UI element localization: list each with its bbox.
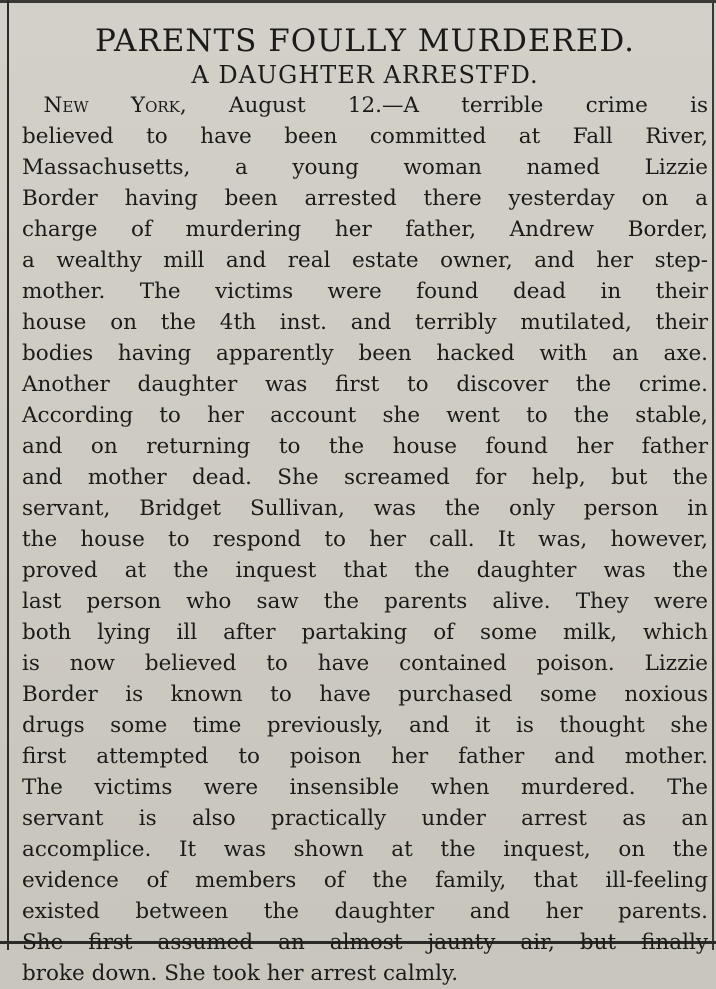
- article: [22, 22, 708, 989]
- article-body: [22, 90, 708, 989]
- article-line: and mother dead. She screamed for help, but the: [22, 465, 708, 490]
- top-border-rule: [0, 0, 716, 3]
- headline: PARENTS FOULLY MURDERED.: [94, 23, 636, 59]
- article-line: The victims were insensible when murdered. The: [22, 775, 708, 800]
- article-line: believed to have been committed at Fall River,: [22, 124, 708, 149]
- article-line: last person who saw the parents alive. They were: [22, 589, 708, 614]
- article-line: drugs some time previously, and it is thought she: [22, 713, 708, 738]
- article-line: Another daughter was first to discover the crime.: [22, 372, 708, 397]
- dateline: New York,: [43, 93, 187, 118]
- right-column-rule: [712, 0, 714, 950]
- article-line: and on returning to the house found her father: [22, 434, 708, 459]
- article-line: Massachusetts, a young woman named Lizzie: [22, 155, 708, 180]
- article-line: is now believed to have contained poison. Lizzie: [22, 651, 708, 676]
- article-line: charge of murdering her father, Andrew Border,: [22, 217, 708, 242]
- article-line: servant is also practically under arrest as an: [22, 806, 708, 831]
- article-line: Border having been arrested there yesterday on a: [22, 186, 708, 211]
- article-line: accomplice. It was shown at the inquest, on the: [22, 837, 708, 862]
- article-line: a wealthy mill and real estate owner, and her step-: [22, 248, 708, 273]
- article-line: proved at the inquest that the daughter was the: [22, 558, 708, 583]
- article-line-0-text: August 12.—A terrible crime is: [186, 93, 709, 118]
- article-line: the house to respond to her call. It was, however,: [22, 527, 708, 552]
- article-line: house on the 4th inst. and terribly mutilated, their: [22, 310, 708, 335]
- article-line: According to her account she went to the stable,: [22, 403, 708, 428]
- article-line: bodies having apparently been hacked with an axe.: [22, 341, 708, 366]
- article-line: mother. The victims were found dead in their: [22, 279, 708, 304]
- article-line: She first assumed an almost jaunty air, but finally: [22, 930, 708, 955]
- article-line: evidence of members of the family, that ill-feeling: [22, 868, 708, 893]
- article-line: first attempted to poison her father and mother.: [22, 744, 708, 769]
- left-column-rule: [7, 0, 9, 950]
- subheadline: A DAUGHTER ARRESTFD.: [191, 61, 539, 89]
- article-line-0: [22, 90, 708, 121]
- article-line: existed between the daughter and her parents.: [22, 899, 708, 924]
- article-line: servant, Bridget Sullivan, was the only person in: [22, 496, 708, 521]
- article-line: Border is known to have purchased some noxious: [22, 682, 708, 707]
- article-line: both lying ill after partaking of some milk, which: [22, 620, 708, 645]
- article-line: broke down. She took her arrest calmly.: [22, 961, 459, 986]
